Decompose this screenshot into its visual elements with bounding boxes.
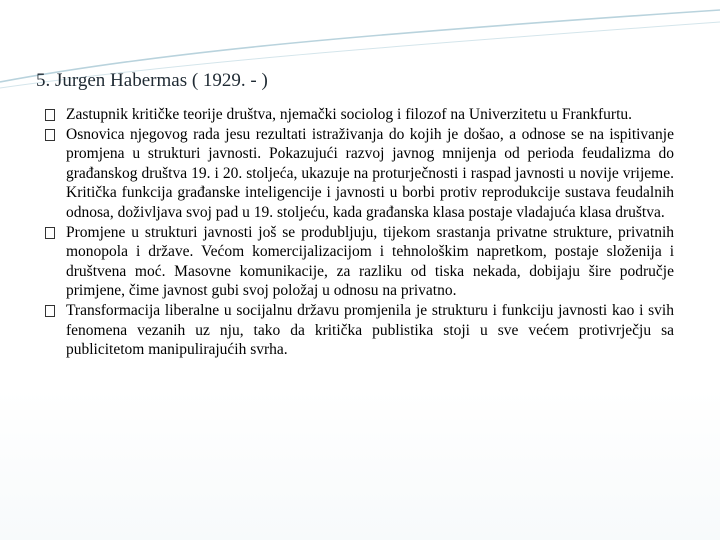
bullet-text: Promjene u strukturi javnosti još se produbljuju, tijekom srastanja privatne strukture, privatnih monopola i države. Većom komercijalizacijom i tehnološkim napretkom, postaje složenija i društvena moć. Masovne komunikacije, za razliku od tiska nekada, dobijaju šire područje primjene, čime javnost gubi svoj položaj u odnosu na privatno. bbox=[66, 223, 674, 300]
square-bullet-icon bbox=[45, 109, 55, 121]
square-bullet-icon bbox=[45, 129, 55, 141]
bullet-item bbox=[44, 223, 674, 301]
bullet-item bbox=[44, 105, 674, 125]
square-bullet-icon bbox=[45, 305, 55, 317]
bullet-item bbox=[44, 301, 674, 360]
bullet-item bbox=[44, 125, 674, 223]
bullet-text: Transformacija liberalne u socijalnu državu promjenila je strukturu i funkciju javnosti kao i svih fenomena vezanih uz nju, tako da kritička publistika stoji u sve većem protivrječju sa publicitetom manipulirajućih svrha. bbox=[66, 301, 674, 359]
square-bullet-icon bbox=[45, 227, 55, 239]
slide-title: 5. Jurgen Habermas ( 1929. - ) bbox=[36, 70, 268, 91]
bullet-list bbox=[44, 105, 674, 360]
bullet-text: Osnovica njegovog rada jesu rezultati istraživanja do kojih je došao, a odnose se na ispitivanje promjena u strukturi javnosti. Pokazujući razvoj javnog mnijenja od perioda feudalizma do građanskog društva 19. i 20. stoljeća, ukazuje na proturječnosti i raspad javnosti u novije vrijeme. Kritička funkcija građanske inteligencije i javnosti u borbi protiv reprodukcije sustava feudalnih odnosa, doživljava svoj pad u 19. stoljeću, kada građanska klasa postaje vladajuća klasa društva. bbox=[66, 125, 674, 221]
bullet-text: Zastupnik kritičke teorije društva, njemački sociolog i filozof na Univerzitetu u Frankfurtu. bbox=[66, 106, 633, 123]
